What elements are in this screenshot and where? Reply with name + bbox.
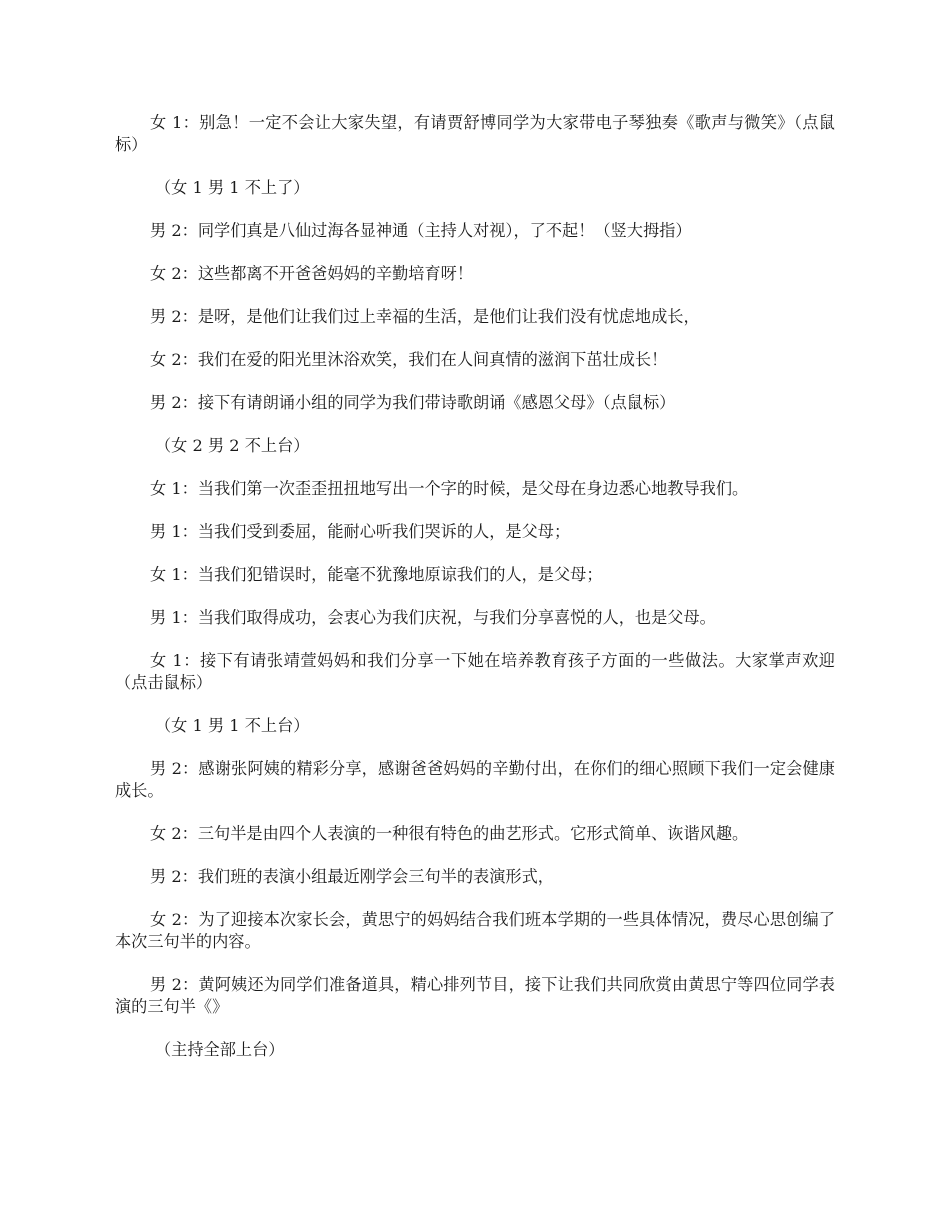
script-line: 男 2：黄阿姨还为同学们准备道具，精心排列节目，接下让我们共同欣赏由黄思宁等四位同学表演的三句半《》 [115, 975, 835, 1016]
script-line: 男 1：当我们取得成功，会衷心为我们庆祝，与我们分享喜悦的人，也是父母。 [150, 608, 716, 627]
script-line: 男 2：感谢张阿姨的精彩分享，感谢爸爸妈妈的辛勤付出，在你们的细心照顾下我们一定会健康成长。 [115, 759, 835, 800]
stage-direction: （女 1 男 1 不上台） [155, 716, 310, 735]
script-line: 女 2：这些都离不开爸爸妈妈的辛勤培育呀！ [150, 264, 474, 283]
script-line: 男 2：我们班的表演小组最近刚学会三句半的表演形式， [150, 867, 554, 886]
script-line: 女 2：为了迎接本次家长会，黄思宁的妈妈结合我们班本学期的一些具体情况，费尽心思创编了本次三句半的内容。 [115, 910, 835, 951]
script-line: 男 2：同学们真是八仙过海各显神通（主持人对视），了不起！（竖大拇指） [150, 221, 692, 240]
script-line: 女 1：当我们第一次歪歪扭扭地写出一个字的时候，是父母在身边悉心地教导我们。 [150, 479, 749, 498]
script-line: 男 2：是呀，是他们让我们过上幸福的生活，是他们让我们没有忧虑地成长， [150, 307, 700, 326]
stage-direction: （主持全部上台） [155, 1040, 285, 1059]
stage-direction: （女 2 男 2 不上台） [155, 436, 310, 455]
script-line: 女 2：三句半是由四个人表演的一种很有特色的曲艺形式。它形式简单、诙谐风趣。 [150, 824, 749, 843]
script-line: 男 1：当我们受到委屈，能耐心听我们哭诉的人，是父母； [150, 522, 571, 541]
stage-direction: （女 1 男 1 不上了） [155, 178, 310, 197]
script-line: 女 1：当我们犯错误时，能毫不犹豫地原谅我们的人，是父母； [150, 565, 603, 584]
script-line: 女 2：我们在爱的阳光里沐浴欢笑，我们在人间真情的滋润下茁壮成长！ [150, 350, 668, 369]
script-line: 女 1：别急！一定不会让大家失望，有请贾舒博同学为大家带电子琴独奏《歌声与微笑》（点鼠标） [115, 113, 835, 154]
script-line: 女 1：接下有请张靖萱妈妈和我们分享一下她在培养教育孩子方面的一些做法。大家掌声欢迎（点击鼠标） [115, 651, 835, 692]
script-line: 男 2：接下有请朗诵小组的同学为我们带诗歌朗诵《感恩父母》（点鼠标） [150, 393, 676, 412]
document-body [115, 112, 835, 1082]
